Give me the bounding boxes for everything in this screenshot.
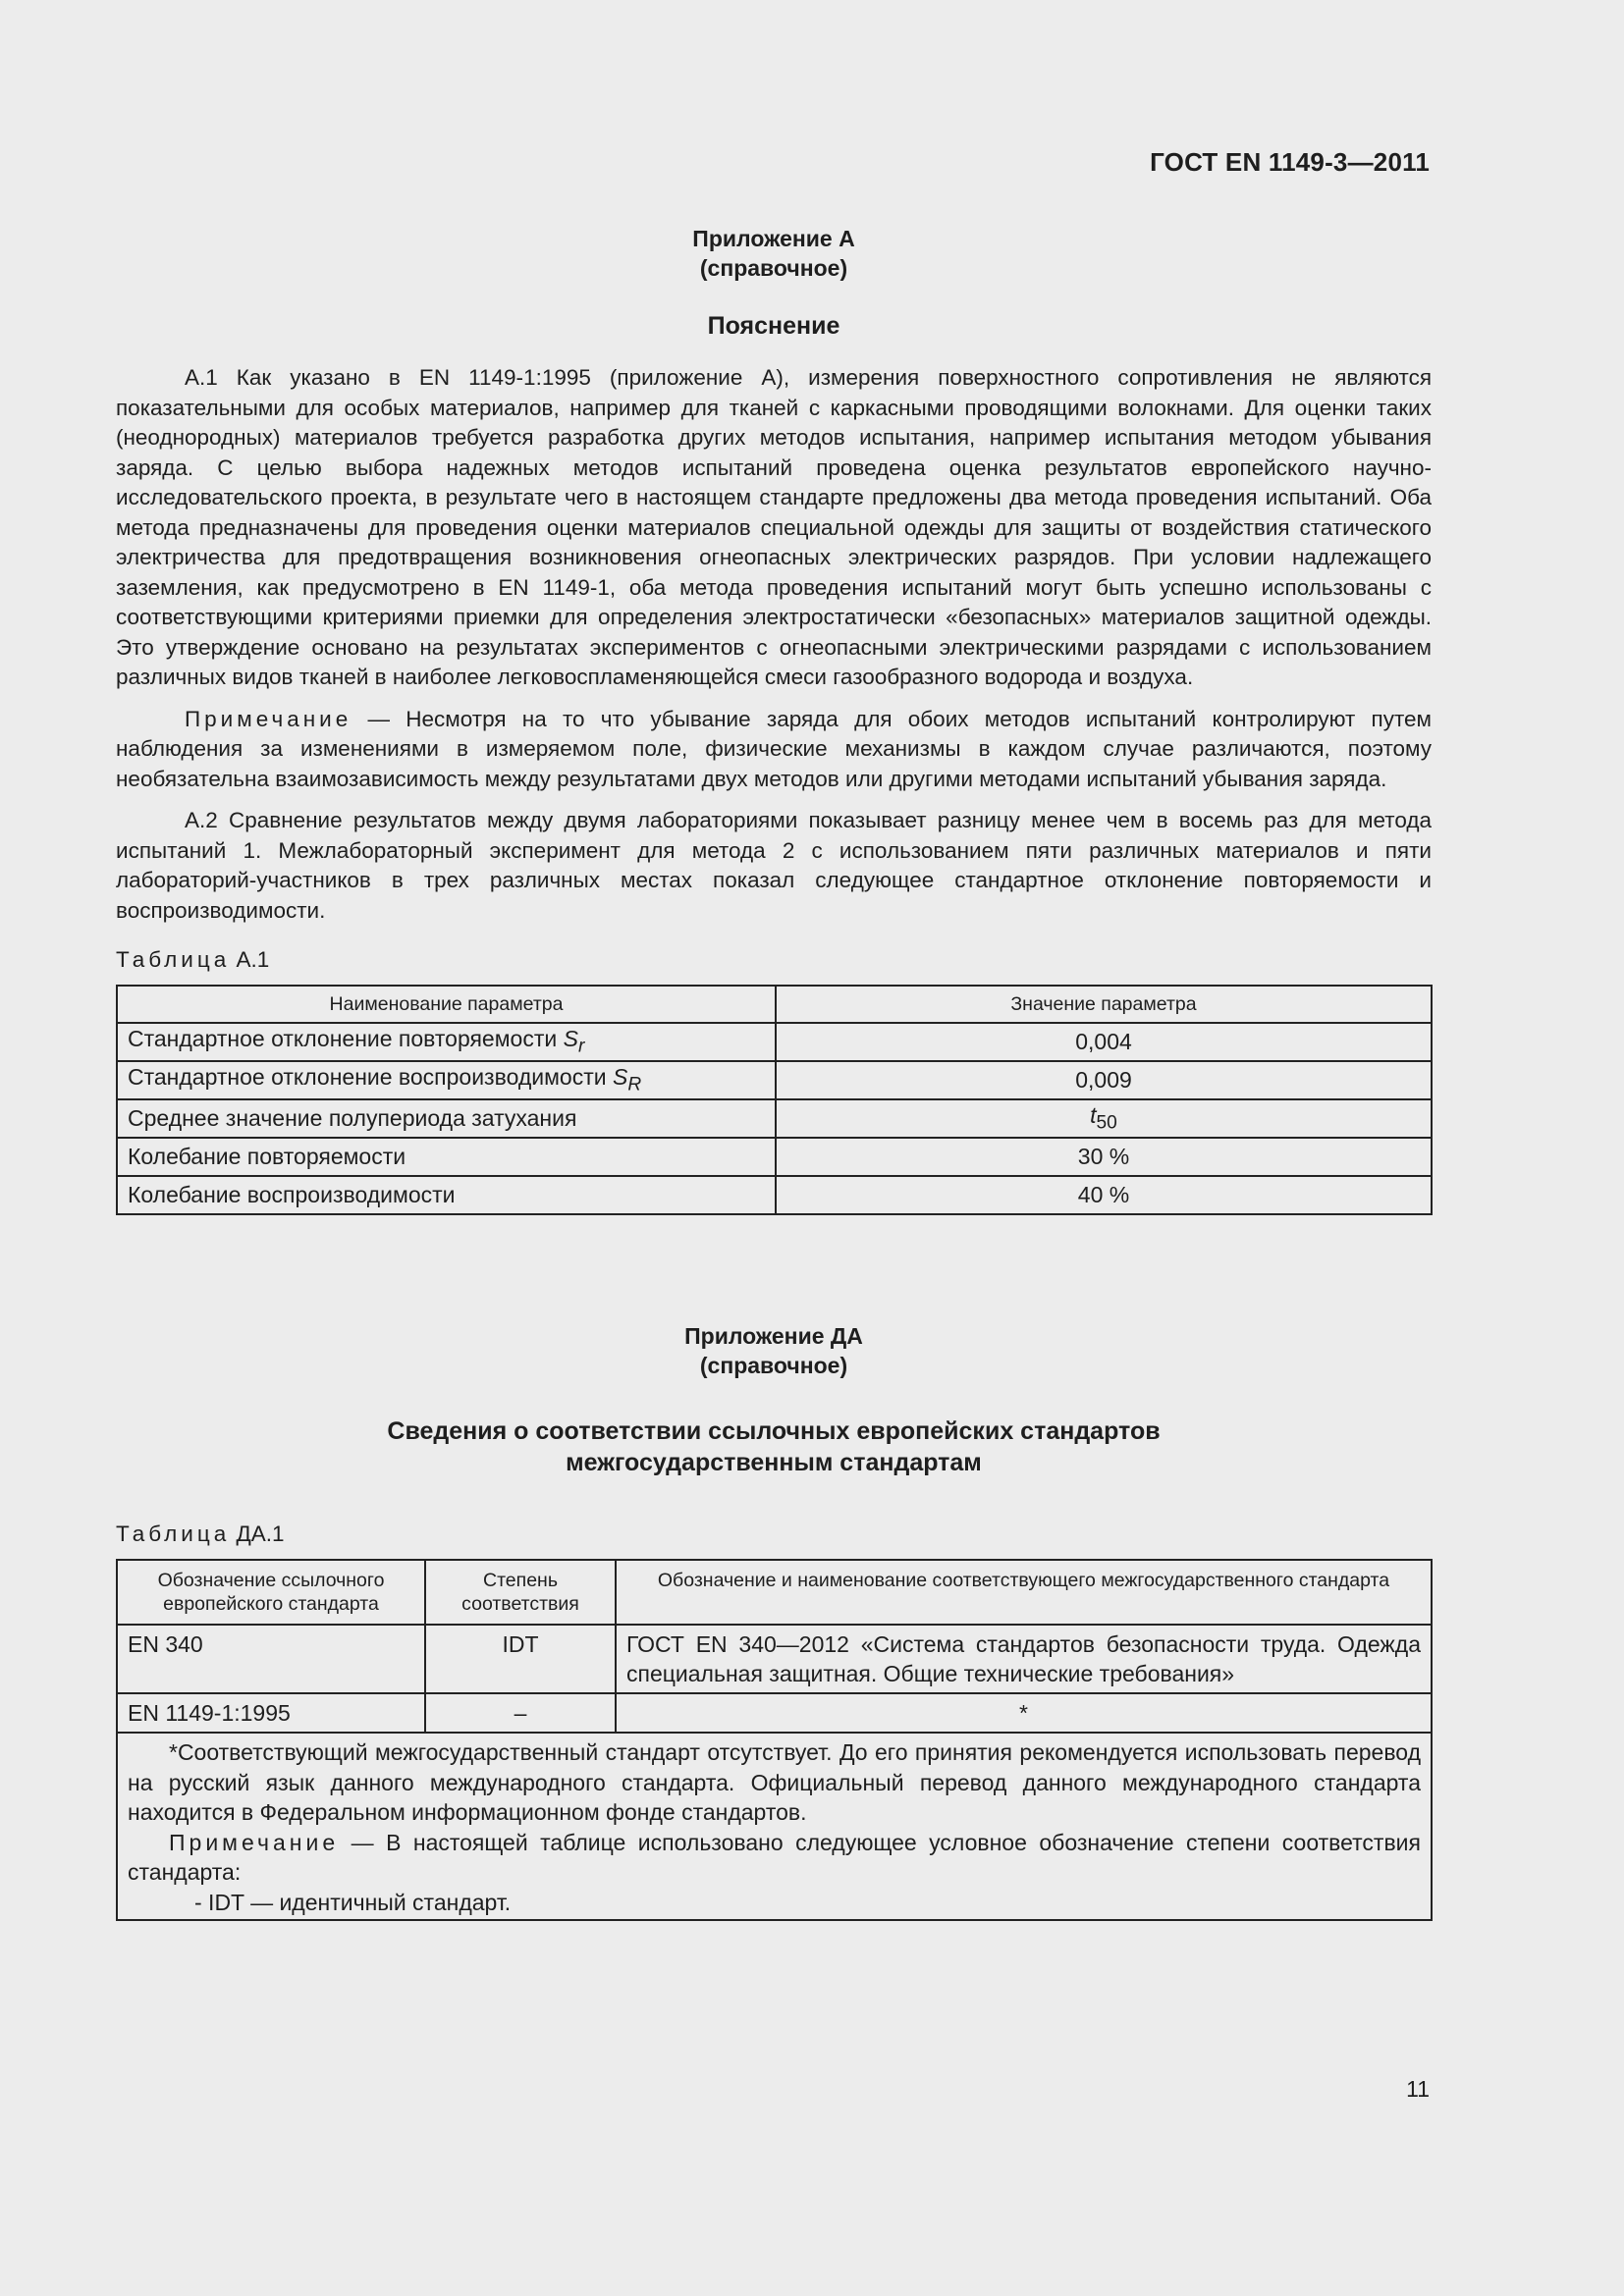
- table-label: Таблица: [116, 1522, 231, 1546]
- appendix-da-subtitle: (справочное): [699, 1353, 848, 1378]
- note-a: [116, 705, 1432, 795]
- note-item: - IDT — идентичный стандарт.: [194, 1889, 512, 1915]
- symbol: S: [563, 1026, 578, 1052]
- param-value: 0,004: [776, 1023, 1432, 1061]
- national-cell: *: [616, 1693, 1432, 1733]
- national-cell: ГОСТ EN 340—2012 «Система стандартов безопасности труда. Одежда специальная защитная. Общие технические требования»: [616, 1625, 1432, 1693]
- table-row: [117, 1625, 1432, 1693]
- table-row: [117, 1693, 1432, 1733]
- column-header-reference: Обозначение ссылочного европейского стандарта: [117, 1560, 425, 1625]
- table-row: [117, 1176, 1432, 1214]
- param-value: [776, 1099, 1432, 1138]
- table-row: [117, 1099, 1432, 1138]
- table-note: [128, 1828, 1421, 1888]
- symbol: S: [613, 1064, 628, 1091]
- table-row: [117, 1023, 1432, 1061]
- table-da1: [116, 1559, 1433, 1921]
- param-name: Среднее значение полупериода затухания: [117, 1099, 776, 1138]
- param-name: Колебание повторяемости: [117, 1138, 776, 1176]
- reference-cell: EN 340: [117, 1625, 425, 1693]
- appendix-a-subtitle: (справочное): [699, 255, 848, 281]
- appendix-a-heading: Пояснение: [707, 312, 840, 340]
- appendix-da-heading-line1: Сведения о соответствии ссылочных европейских стандартов: [387, 1417, 1161, 1445]
- note-text: — Несмотря на то что убывание заряда для обоих методов испытаний контролируют путем наблюдения за изменениями в измеряемом поле, физические механизмы в каждом случае различаются, поэтому необязательна взаимозависимость между результатами двух методов или другими методами испытаний убывания заряда.: [116, 706, 1432, 791]
- symbol-subscript: 50: [1096, 1112, 1117, 1134]
- footnote-text: *Соответствующий межгосударственный стандарт отсутствует. До его принятия рекомендуется использовать перевод на русский язык данного международного стандарта. Официальный перевод данного международного стандарта находится в Федеральном информационном фонде стандартов.: [128, 1739, 1421, 1825]
- reference-cell: EN 1149-1:1995: [117, 1693, 425, 1733]
- note-label: Примечание: [169, 1829, 340, 1855]
- table-header-row: [117, 986, 1432, 1023]
- appendix-da-title: Приложение ДА: [684, 1323, 863, 1349]
- table-da1-caption: [116, 1520, 1432, 1549]
- symbol-subscript: R: [627, 1074, 642, 1095]
- table-number: ДА.1: [230, 1522, 285, 1546]
- column-header-parameter: Наименование параметра: [117, 986, 776, 1023]
- note-label: Примечание: [185, 706, 352, 731]
- column-header-value: Значение параметра: [776, 986, 1432, 1023]
- paragraph-a2: А.2 Сравнение результатов между двумя лабораториями показывает разницу менее чем в восемь раз для метода испытаний 1. Межлабораторный эксперимент для метода 2 с использованием пяти различных материалов и пяти лабораторий-участников в трех различных местах показал следующее стандартное отклонение повторяемости и воспроизводимости.: [116, 808, 1432, 923]
- note-text: — В настоящей таблице использовано следующее условное обозначение степени соответствия стандарта:: [128, 1829, 1421, 1885]
- footnote-cell: [117, 1733, 1432, 1920]
- appendix-da-heading: [116, 1415, 1432, 1478]
- appendix-a-title: Приложение А: [692, 226, 855, 251]
- table-row: [117, 1061, 1432, 1099]
- column-header-national: Обозначение и наименование соответствующего межгосударственного стандарта: [616, 1560, 1432, 1625]
- degree-cell: –: [425, 1693, 616, 1733]
- column-header-degree: Степень соответствия: [425, 1560, 616, 1625]
- table-number: А.1: [230, 947, 270, 972]
- param-name: Стандартное отклонение воспроизводимости $S_R$: [117, 1061, 776, 1099]
- table-footnote-row: [117, 1733, 1432, 1920]
- symbol: t: [1090, 1102, 1097, 1129]
- document-designation: ГОСТ EN 1149-3—2011: [1150, 147, 1430, 177]
- page-number: 11: [1406, 2076, 1430, 2102]
- table-header-row: [117, 1560, 1432, 1625]
- page-content: [116, 224, 1432, 1921]
- degree-cell: IDT: [425, 1625, 616, 1693]
- paragraph-a1: А.1 Как указано в EN 1149-1:1995 (приложение А), измерения поверхностного сопротивления не являются показательными для особых материалов, например для тканей с каркасными проводящими волокнами. Для оценки таких (неоднородных) материалов требуется разработка других методов испытания, например испытания методом убывания заряда. С целью выбора надежных методов испытаний проведена оценка результатов европейского научно-исследовательского проекта, в результате чего в настоящем стандарте предложены два метода проведения испытаний. Оба метода предназначены для проведения оценки материалов специальной одежды для защиты от воздействия статического электричества для предотвращения возникновения огнеопасных электрических разрядов. При условии надлежащего заземления, как предусмотрено в EN 1149-1, оба метода проведения испытаний могут быть успешно использованы с соответствующими критериями приемки для определения электростатически «безопасных» материалов защитной одежды. Это утверждение основано на результатах экспериментов с огнеопасными электрическими разрядами с использованием различных видов тканей в наиболее легковоспламеняющейся смеси газообразного водорода и воздуха.: [116, 365, 1432, 689]
- param-name: Стандартное отклонение повторяемости $S_r$: [117, 1023, 776, 1061]
- table-label: Таблица: [116, 947, 231, 972]
- param-value: 0,009: [776, 1061, 1432, 1099]
- param-value: 30 %: [776, 1138, 1432, 1176]
- param-value: 40 %: [776, 1176, 1432, 1214]
- appendix-da-heading-line2: межгосударственным стандартам: [566, 1449, 982, 1476]
- table-a1-caption: [116, 945, 1432, 975]
- table-a1: [116, 985, 1433, 1215]
- table-row: [117, 1138, 1432, 1176]
- param-name: Колебание воспроизводимости: [117, 1176, 776, 1214]
- symbol-subscript: r: [577, 1036, 585, 1057]
